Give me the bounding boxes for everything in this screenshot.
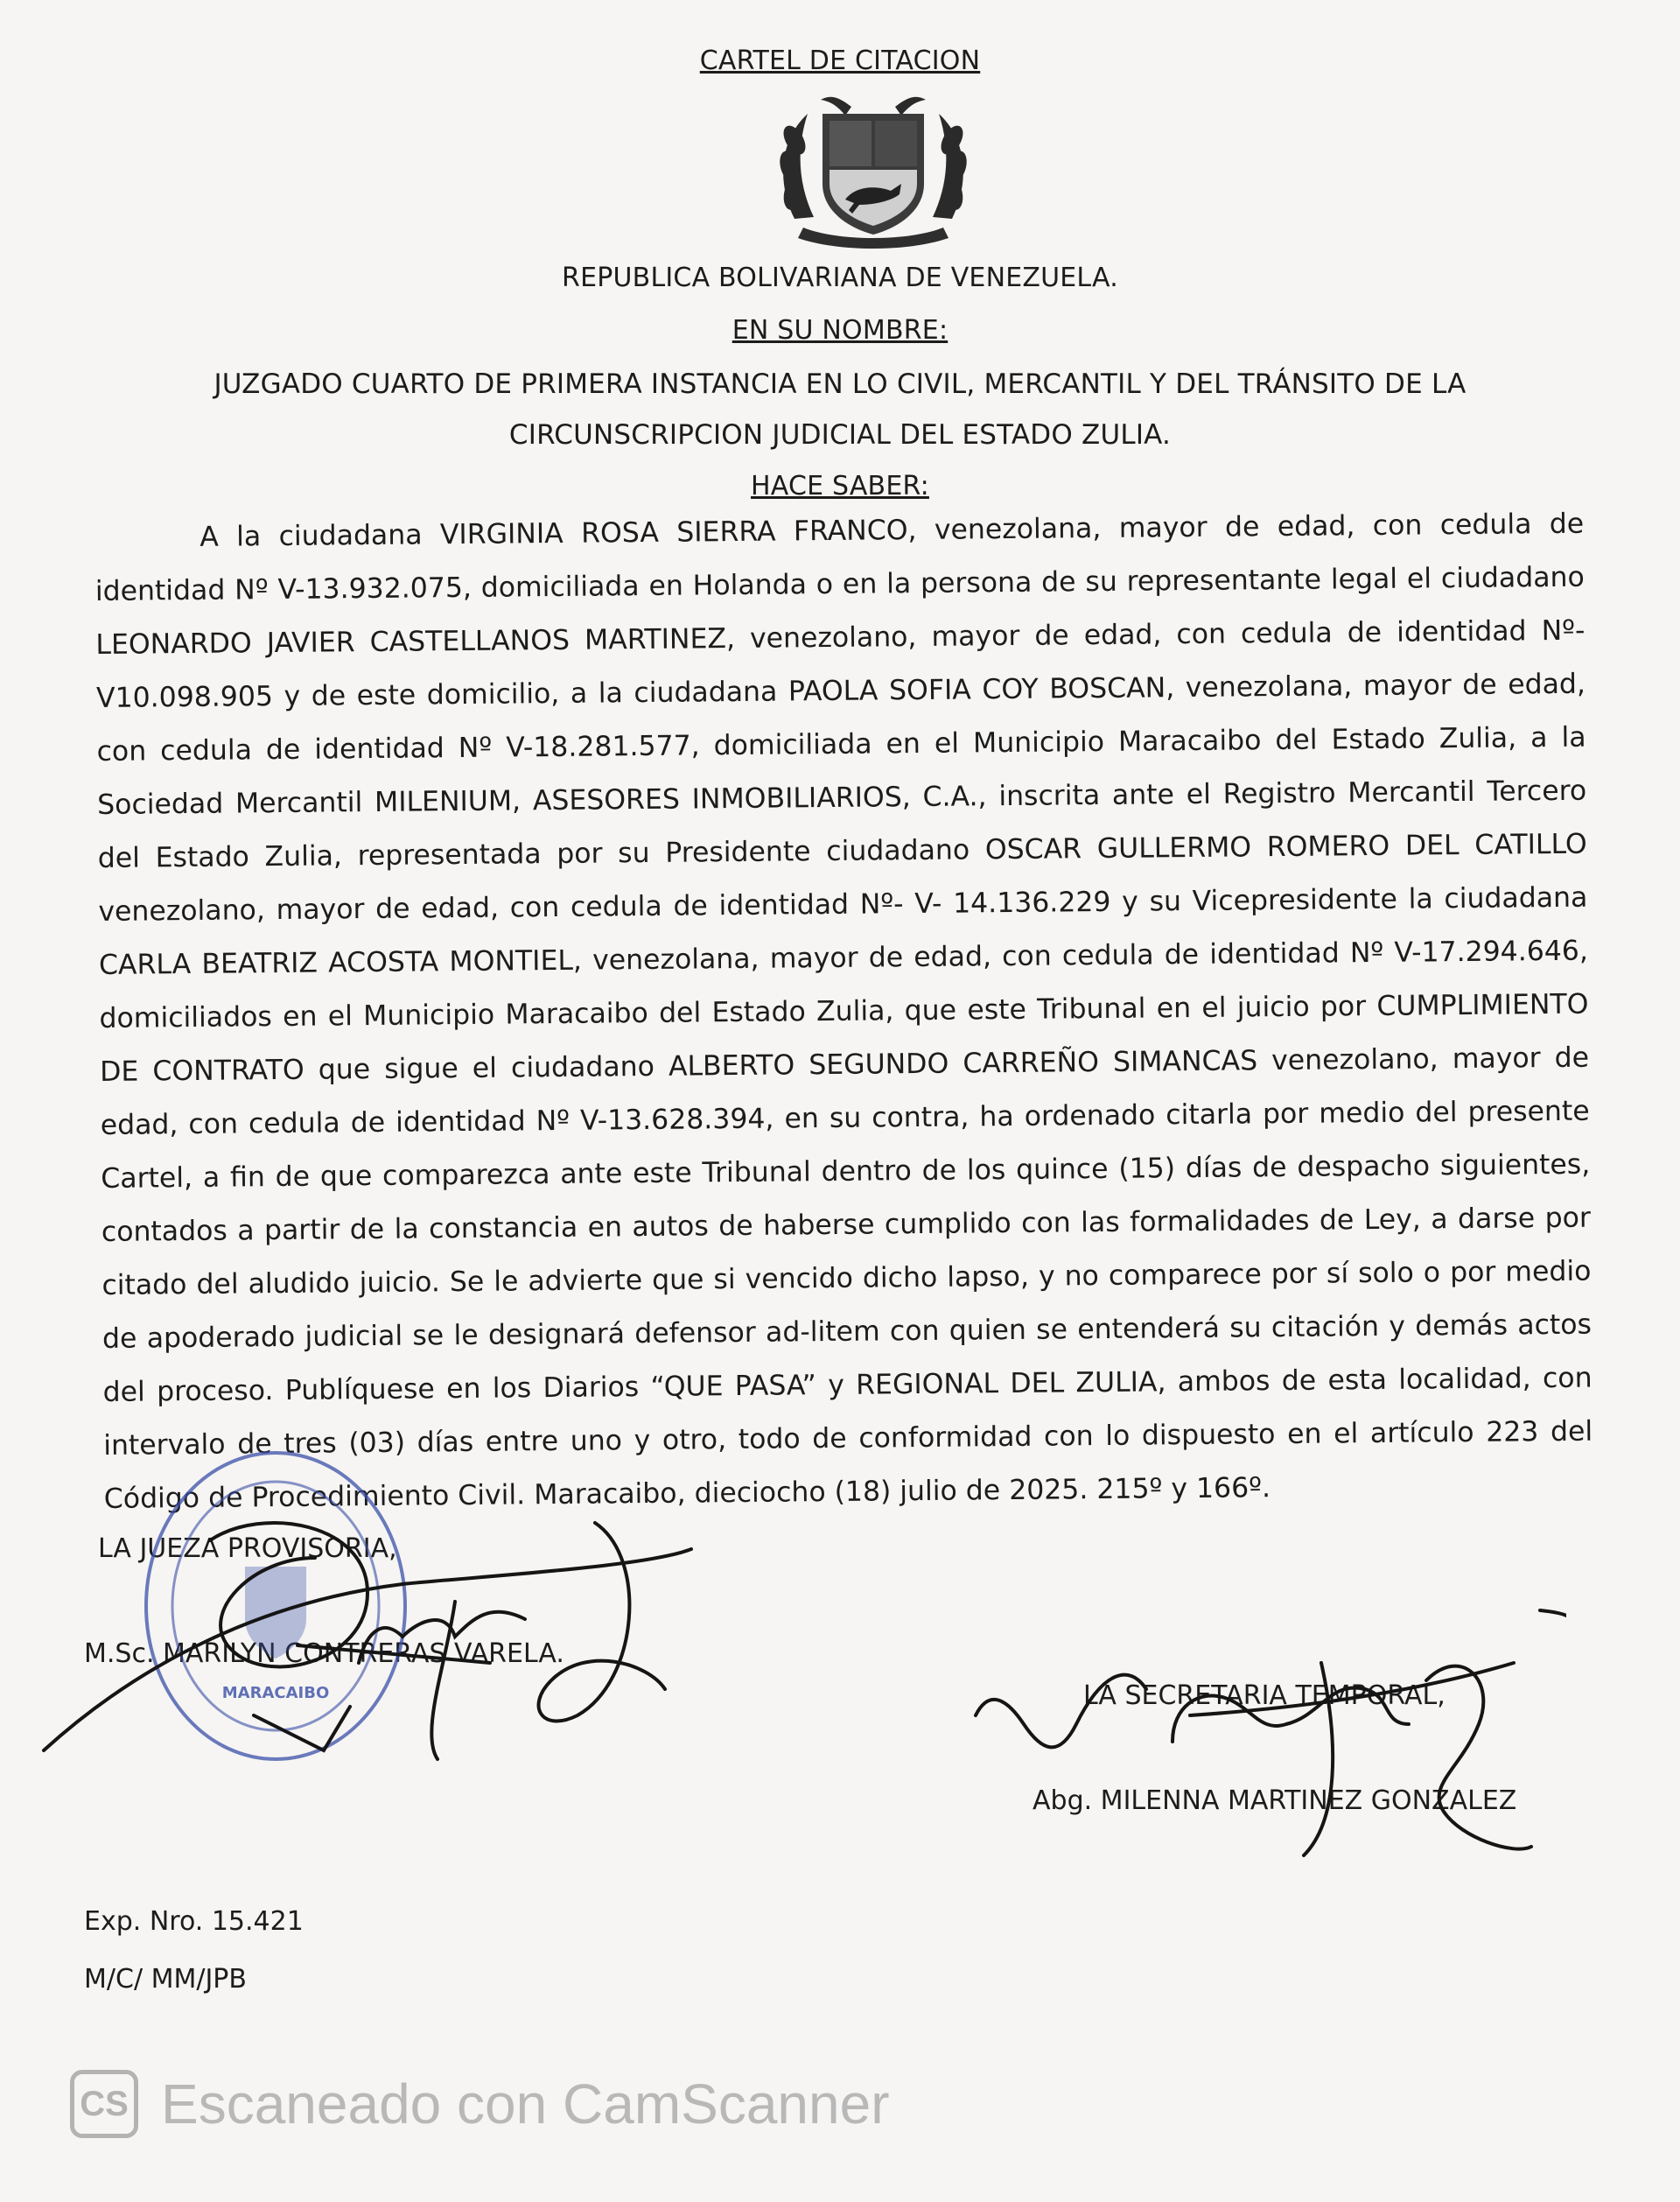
document-title: CARTEL DE CITACION — [699, 46, 981, 76]
judge-name: M.Sc. MARILYN CONTRERAS VARELA. — [84, 1638, 564, 1669]
hace-saber-heading: HACE SABER: — [751, 471, 929, 501]
coat-of-arms-icon — [768, 88, 978, 254]
court-line-2: CIRCUNSCRIPCION JUDICIAL DEL ESTADO ZULIA. — [508, 419, 1172, 451]
expediente-number: Exp. Nro. 15.421 — [84, 1906, 304, 1937]
secretary-signature-icon — [971, 1593, 1566, 1882]
court-line-1: JUZGADO CUARTO DE PRIMERA INSTANCIA EN LO CIVIL, MERCANTIL Y DEL TRÁNSITO DE LA — [214, 368, 1466, 400]
camscanner-text: Escaneado con CamScanner — [161, 2072, 890, 2135]
stamp-city-text: MARACAIBO — [221, 1684, 330, 1702]
camscanner-logo-icon: CS — [70, 2070, 138, 2138]
initials: M/C/ MM/JPB — [84, 1964, 247, 1995]
judge-title: LA JUEZA PROVISORIA, — [98, 1533, 397, 1564]
citation-body: A la ciudadana VIRGINIA ROSA SIERRA FRANCO, venezolana, mayor de edad, con cedula de identidad Nº V-13.932.075, domiciliada en Holanda o en la persona de su representante legal el ciudadano LEONARDO JAVIER CASTELLANOS MARTINEZ, venezolano, mayor de edad, con cedula de identidad Nº- V10.098.905 y de este domicilio, a la ciudadana PAOLA SOFIA COY BOSCAN, venezolana, mayor de edad, con cedula de identidad Nº V-18.281.577, domiciliada en el Municipio Maracaibo del Estado Zulia, a la Sociedad Mercantil MILENIUM, ASESORES INMOBILIARIOS, C.A., inscrita ante el Registro Mercantil Tercero del Estado Zulia, representada por su Presidente ciudadano OSCAR GULLERMO ROMERO DEL CATILLO venezolano, mayor de edad, con cedula de identidad Nº- V- 14.136.229 y su Vicepresidente la ciudadana CARLA BEATRIZ ACOSTA MONTIEL, venezolana, mayor de edad, con cedula de identidad Nº V-17.294.646, domiciliados en el Municipio Maracaibo del Estado Zulia, que este Tribunal en el juicio por CUMPLIMIENTO DE CONTRATO que sigue el ciudadano ALBERTO SEGUNDO CARREÑO SIMANCAS venezolano, mayor de edad, con cedula de identidad Nº V-13.628.394, en su contra, ha ordenado citarla por medio del presente Cartel, a fin de que comparezca ante este Tribunal dentro de los quince (15) días de despacho siguientes, contados a partir de la constancia en autos de haberse cumplido con las formalidades de Ley, a darse por citado del aludido juicio. Se le advierte que si vencido dicho lapso, y no comparece por sí solo o por medio de apoderado judicial se le designará defensor ad-litem con quien se entenderá su citación y demás actos del proceso. Publíquese en los Diarios “QUE PASA” y REGIONAL DEL ZULIA, ambos de esta localidad, con intervalo de tres (03) días entre uno y otro, todo de conformidad con lo dispuesto en el artículo 223 del Código de Procedimiento Civil. Maracaibo, dieciocho (18) julio de 2025. 215º y 166º. — [94, 508, 1593, 1515]
camscanner-watermark — [70, 2067, 890, 2141]
court-heading — [0, 359, 1680, 460]
secretary-name: Abg. MILENNA MARTINEZ GONZALEZ — [1032, 1785, 1517, 1816]
judge-signature-icon — [35, 1488, 700, 1777]
en-su-nombre-heading: EN SU NOMBRE: — [732, 315, 948, 346]
republic-heading: REPUBLICA BOLIVARIANA DE VENEZUELA. — [562, 263, 1118, 293]
secretary-title: LA SECRETARIA TEMPORAL, — [1083, 1680, 1446, 1711]
